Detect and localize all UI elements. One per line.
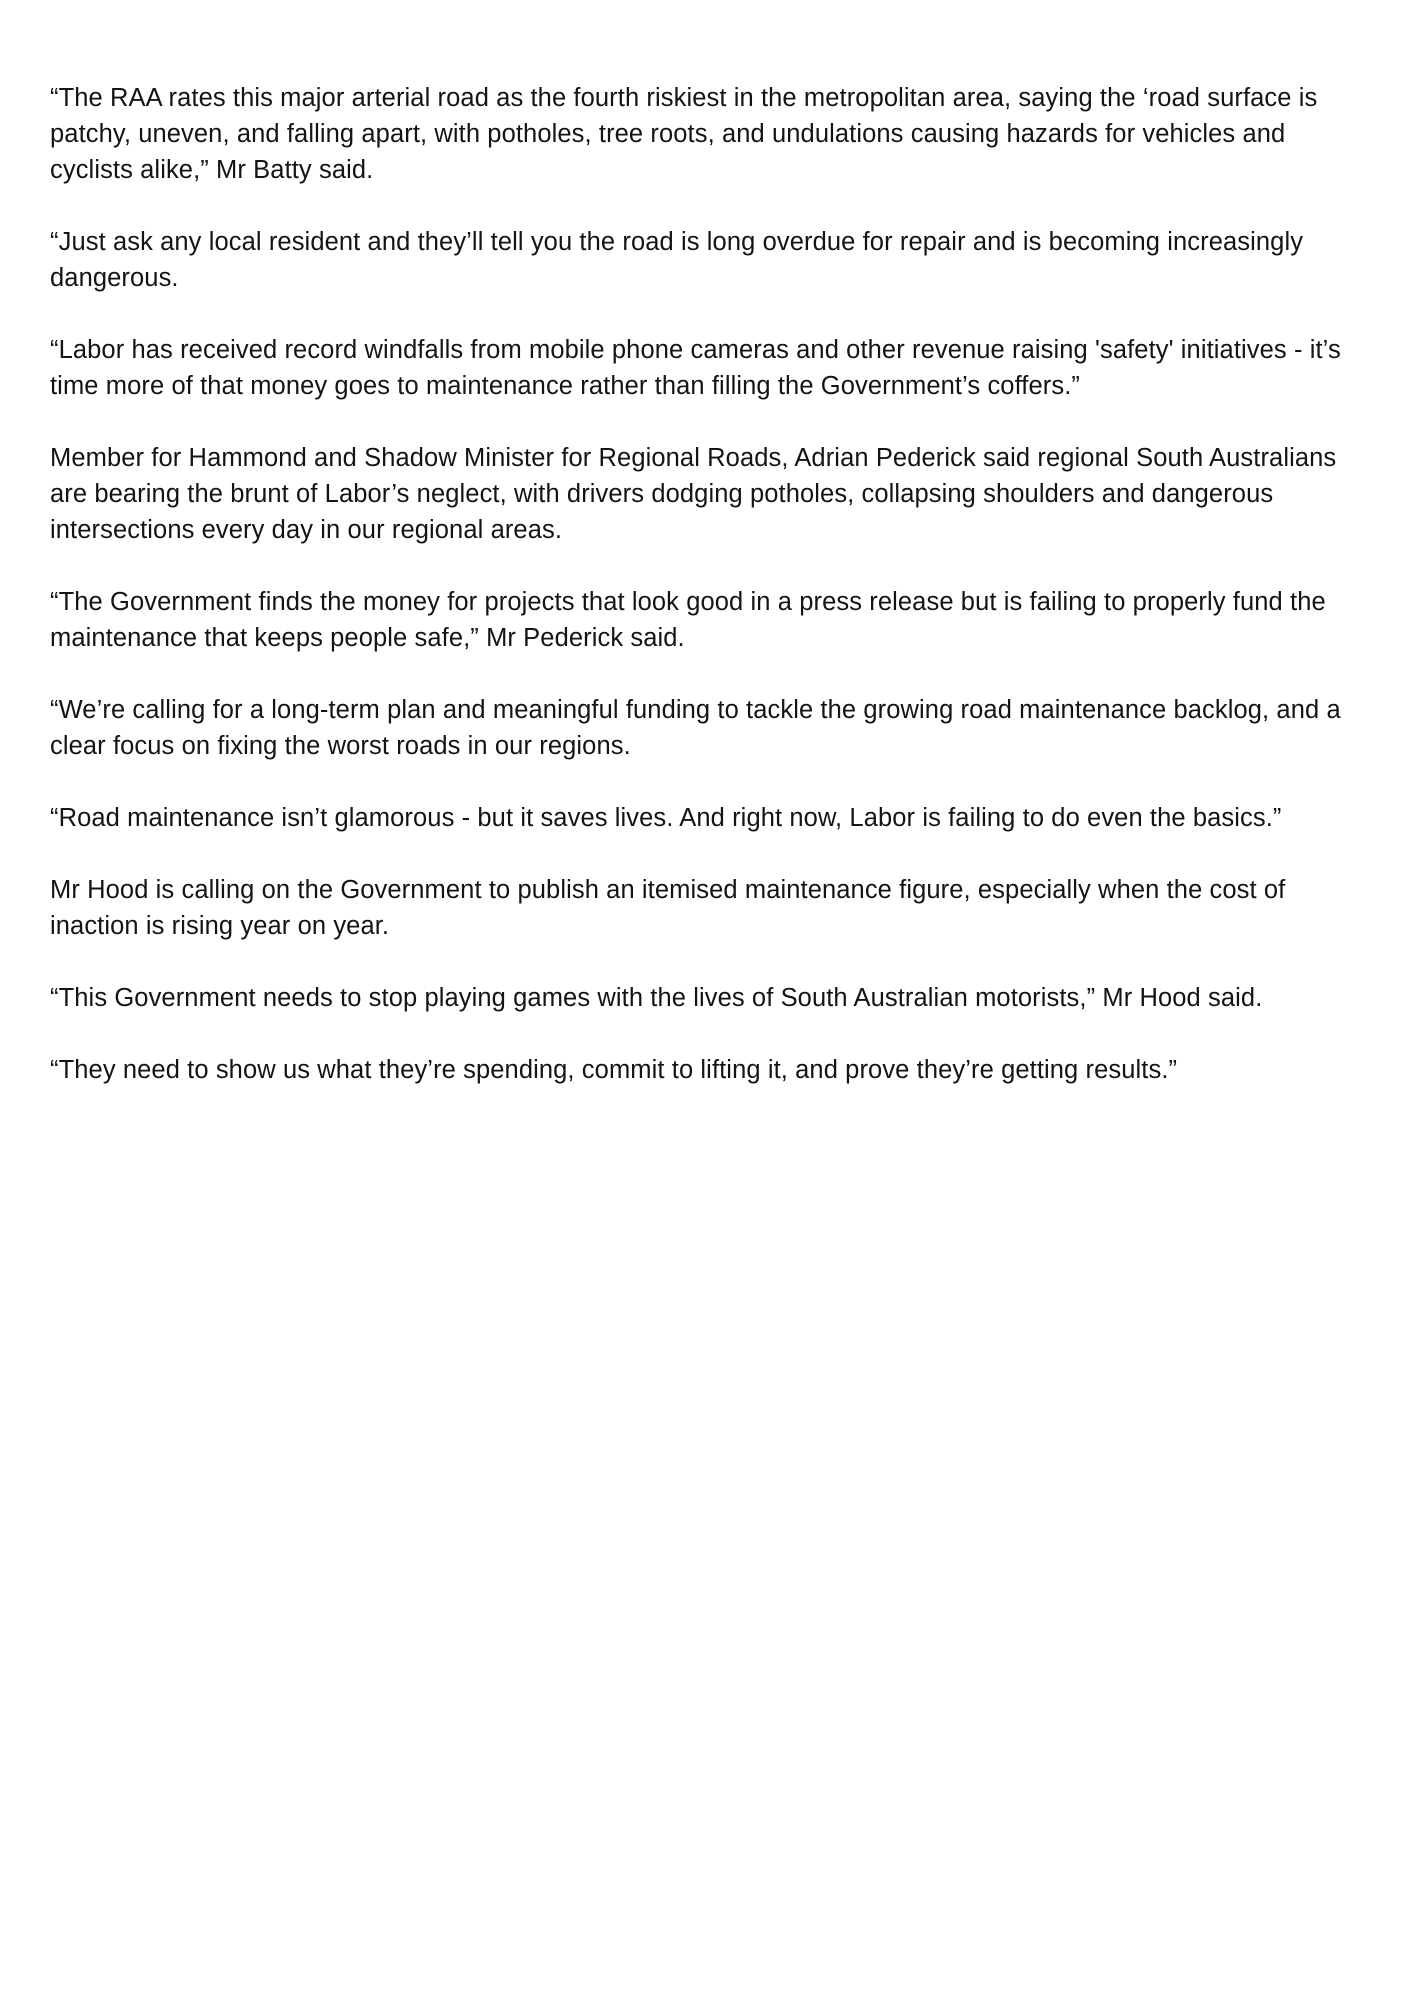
paragraph-local-resident: “Just ask any local resident and they’ll tell you the road is long overdue for repair and is becoming increasingly dangerous.: [50, 228, 1304, 292]
document-body: [50, 80, 1370, 1088]
paragraph-road-maintenance-lives: “Road maintenance isn’t glamorous - but it saves lives. And right now, Labor is failing to do even the basics.”: [50, 804, 1282, 832]
paragraph-long-term-plan: “We’re calling for a long-term plan and meaningful funding to tackle the growing road maintenance backlog, and a clear focus on fixing the worst roads in our regions.: [50, 696, 1341, 760]
paragraph-raa-road-rating: “The RAA rates this major arterial road as the fourth riskiest in the metropolitan area, saying the ‘road surface is patchy, uneven, and falling apart, with potholes, tree roots, and undulations causing hazards for vehicles and cyclists alike,” Mr Batty said.: [50, 84, 1318, 184]
paragraph-show-spending: “They need to show us what they’re spending, commit to lifting it, and prove they’re getting results.”: [50, 1056, 1178, 1084]
paragraph-pederick-regional: Member for Hammond and Shadow Minister for Regional Roads, Adrian Pederick said regional South Australians are bearing the brunt of Labor’s neglect, with drivers dodging potholes, collapsing shoulders and dangerous intersections every day in our regional areas.: [50, 444, 1337, 544]
paragraph-record-windfalls: “Labor has received record windfalls from mobile phone cameras and other revenue raising 'safety' initiatives - it’s time more of that money goes to maintenance rather than filling the Government’s coffers.”: [50, 336, 1341, 400]
paragraph-hood-stop-games: “This Government needs to stop playing games with the lives of South Australian motorists,” Mr Hood said.: [50, 984, 1263, 1012]
paragraph-government-funding: “The Government finds the money for projects that look good in a press release but is failing to properly fund the maintenance that keeps people safe,” Mr Pederick said.: [50, 588, 1326, 652]
paragraph-hood-itemised-figure: Mr Hood is calling on the Government to publish an itemised maintenance figure, especially when the cost of inaction is rising year on year.: [50, 876, 1286, 940]
